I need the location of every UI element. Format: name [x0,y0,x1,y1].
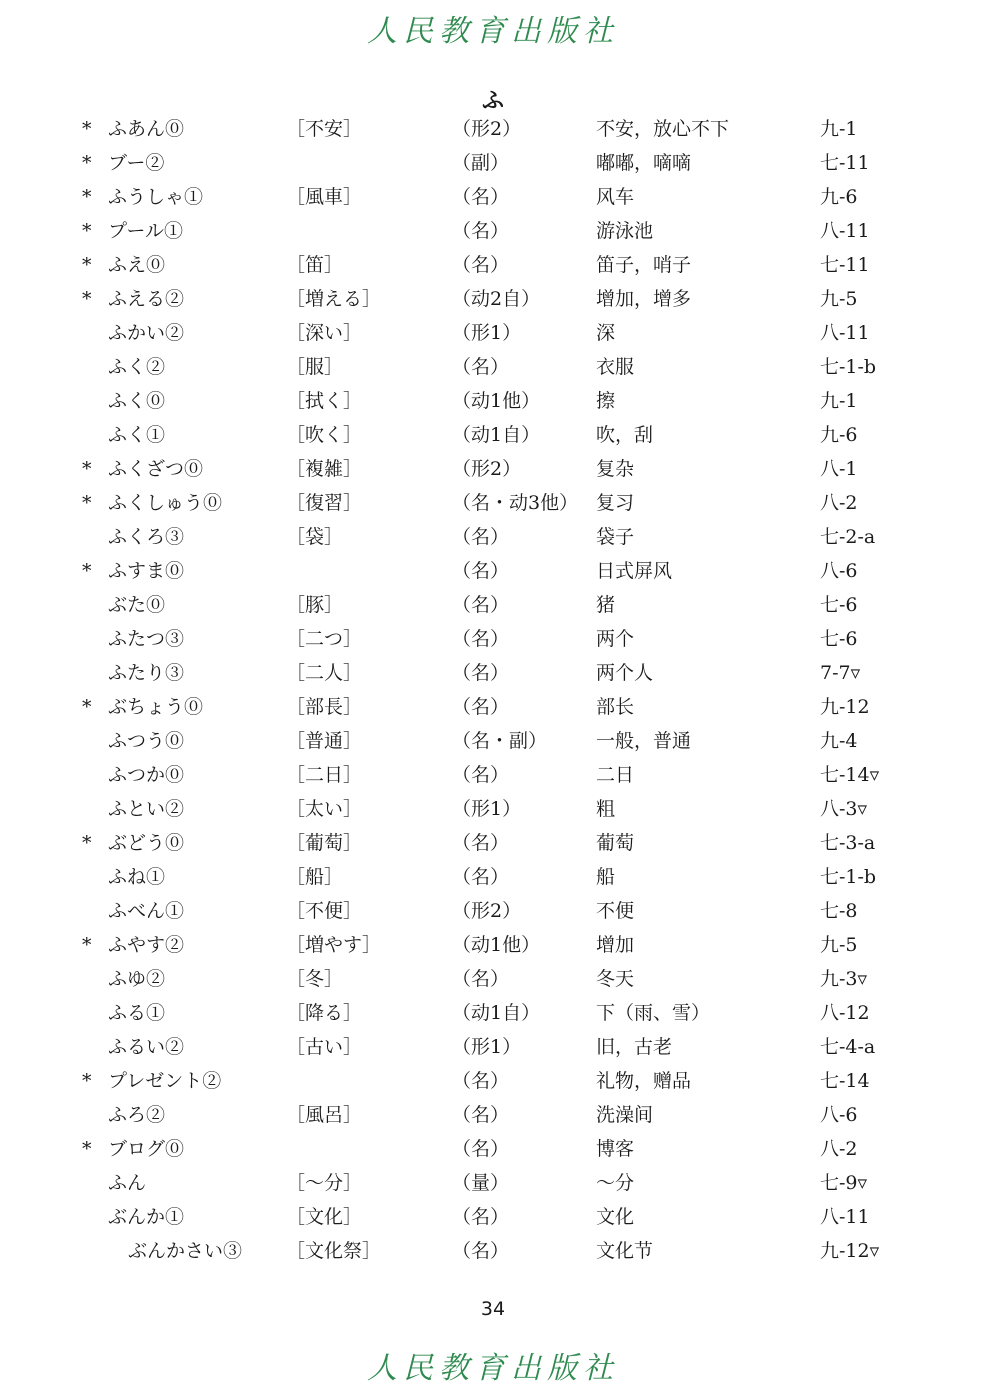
entry-part-of-speech: （形2） [452,900,522,922]
entry-kana: ふね① [108,866,166,888]
entry-kanji: ［船］ [286,866,344,888]
entry-kana: ぶどう⓪ [108,832,185,854]
entry-lesson: 七-6 [820,594,858,616]
entry-kana: ぶた⓪ [108,594,166,616]
entry-part-of-speech: （动1自） [452,424,541,446]
vocabulary-entry [0,452,986,486]
vocabulary-entry [0,214,986,248]
entry-kanji: ［不安］ [286,118,363,140]
entry-part-of-speech: （名・副） [452,730,548,752]
vocabulary-entry [0,1200,986,1234]
entry-part-of-speech: （名） [452,254,510,276]
entry-kanji: ［冬］ [286,968,344,990]
entry-lesson: 九-5 [820,288,858,310]
entry-part-of-speech: （形1） [452,322,522,344]
entry-lesson: 九-1 [820,118,858,140]
entry-kanji: ［～分］ [286,1172,363,1194]
entry-kana: ふつか⓪ [108,764,185,786]
entry-part-of-speech: （名） [452,1206,510,1228]
publisher-logo-bottom: 人民教育出版社 [367,1351,619,1386]
entry-lesson: 八-12 [820,1002,870,1024]
vocabulary-entry [0,146,986,180]
entry-part-of-speech: （动2自） [452,288,541,310]
vocabulary-entry [0,860,986,894]
entry-meaning: 笛子，哨子 [596,254,692,276]
entry-meaning: 衣服 [596,356,635,378]
entry-meaning: 日式屏风 [596,560,673,582]
entry-kana: ふえる② [108,288,185,310]
entry-mark: * [82,1070,92,1092]
entry-kana: ふやす② [108,934,185,956]
entry-lesson: 7-7▿ [820,662,861,684]
vocabulary-entry [0,996,986,1030]
vocabulary-entry [0,724,986,758]
entry-part-of-speech: （名） [452,1104,510,1126]
entry-mark: * [82,1138,92,1160]
entry-kana: ふえ⓪ [108,254,166,276]
entry-meaning: 船 [596,866,616,888]
entry-lesson: 七-6 [820,628,858,650]
entry-lesson: 九-4 [820,730,858,752]
entry-kanji: ［拭く］ [286,390,363,412]
entry-part-of-speech: （名・动3他） [452,492,579,514]
entry-mark: * [82,560,92,582]
entry-lesson: 八-3▿ [820,798,868,820]
entry-kanji: ［復習］ [286,492,363,514]
entry-lesson: 八-6 [820,1104,858,1126]
entry-kana: ふかい② [108,322,185,344]
vocabulary-entry [0,588,986,622]
entry-kanji: ［葡萄］ [286,832,363,854]
entry-lesson: 九-12 [820,696,870,718]
entry-mark: * [82,288,92,310]
entry-part-of-speech: （形1） [452,1036,522,1058]
entry-kanji: ［二日］ [286,764,363,786]
entry-part-of-speech: （名） [452,186,510,208]
entry-lesson: 九-3▿ [820,968,868,990]
entry-part-of-speech: （名） [452,594,510,616]
vocabulary-entry [0,112,986,146]
entry-part-of-speech: （形2） [452,118,522,140]
entry-kanji: ［文化祭］ [286,1240,382,1262]
entry-kanji: ［二つ］ [286,628,363,650]
entry-kana: ふくざつ⓪ [108,458,204,480]
entry-meaning: 洗澡间 [596,1104,654,1126]
entry-meaning: 游泳池 [596,220,654,242]
entry-kanji: ［二人］ [286,662,363,684]
entry-mark: * [82,934,92,956]
entry-lesson: 八-11 [820,1206,870,1228]
vocabulary-entry [0,928,986,962]
entry-meaning: 不便 [596,900,635,922]
entry-meaning: 一般，普通 [596,730,692,752]
entry-meaning: 两个 [596,628,635,650]
vocabulary-entry [0,894,986,928]
entry-mark: * [82,832,92,854]
vocabulary-entry [0,180,986,214]
entry-lesson: 八-11 [820,322,870,344]
vocabulary-entry [0,758,986,792]
entry-kanji: ［増える］ [286,288,382,310]
entry-mark: * [82,220,92,242]
entry-part-of-speech: （副） [452,152,510,174]
entry-part-of-speech: （名） [452,356,510,378]
vocabulary-entry [0,554,986,588]
entry-kana: ぶんか① [108,1206,185,1228]
entry-kana: ぶちょう⓪ [108,696,204,718]
vocabulary-entry [0,826,986,860]
entry-meaning: 下（雨、雪） [596,1002,711,1024]
entry-kana: ふべん① [108,900,185,922]
vocabulary-entry [0,1234,986,1268]
entry-lesson: 八-2 [820,492,858,514]
entry-kanji: ［風車］ [286,186,363,208]
entry-part-of-speech: （动1他） [452,390,541,412]
entry-kana: ふうしゃ① [108,186,204,208]
entry-mark: * [82,152,92,174]
entry-meaning: 吹，刮 [596,424,654,446]
entry-part-of-speech: （名） [452,1240,510,1262]
entry-kana: プレゼント② [108,1070,222,1092]
entry-kanji: ［増やす］ [286,934,382,956]
entry-kanji: ［豚］ [286,594,344,616]
entry-meaning: 不安，放心不下 [596,118,730,140]
entry-lesson: 九-12▿ [820,1240,880,1262]
entry-kanji: ［風呂］ [286,1104,363,1126]
entry-lesson: 八-11 [820,220,870,242]
entry-kana: ブログ⓪ [108,1138,185,1160]
entry-lesson: 八-2 [820,1138,858,1160]
entry-meaning: 复习 [596,492,635,514]
entry-lesson: 七-1-b [820,866,877,888]
vocabulary-entry [0,486,986,520]
entry-lesson: 七-8 [820,900,858,922]
entry-kanji: ［普通］ [286,730,363,752]
entry-meaning: 增加，增多 [596,288,692,310]
vocabulary-entry [0,1166,986,1200]
vocabulary-list [0,112,986,1268]
entry-kana: ふく② [108,356,166,378]
vocabulary-entry [0,1064,986,1098]
vocabulary-entry [0,656,986,690]
entry-part-of-speech: （形1） [452,798,522,820]
entry-kana: プール① [108,220,184,242]
entry-part-of-speech: （名） [452,526,510,548]
entry-kana: ふろ② [108,1104,166,1126]
entry-mark: * [82,492,92,514]
entry-meaning: 粗 [596,798,616,820]
entry-lesson: 七-2-a [820,526,876,548]
entry-part-of-speech: （名） [452,560,510,582]
entry-lesson: 九-6 [820,186,858,208]
entry-kana: ブー② [108,152,165,174]
entry-kanji: ［古い］ [286,1036,363,1058]
entry-kanji: ［不便］ [286,900,363,922]
entry-lesson: 七-3-a [820,832,876,854]
entry-meaning: 文化节 [596,1240,654,1262]
entry-kanji: ［袋］ [286,526,344,548]
entry-kana: ふとい② [108,798,185,820]
entry-meaning: 猪 [596,594,616,616]
entry-part-of-speech: （名） [452,696,510,718]
entry-part-of-speech: （名） [452,968,510,990]
entry-lesson: 七-1-b [820,356,877,378]
vocabulary-entry [0,792,986,826]
entry-lesson: 七-14 [820,1070,870,1092]
entry-kanji: ［笛］ [286,254,344,276]
vocabulary-entry [0,1132,986,1166]
entry-part-of-speech: （名） [452,662,510,684]
vocabulary-entry [0,962,986,996]
entry-lesson: 九-5 [820,934,858,956]
vocabulary-entry [0,316,986,350]
entry-meaning: 风车 [596,186,635,208]
entry-meaning: 二日 [596,764,635,786]
entry-kana: ふん [108,1172,147,1194]
entry-meaning: 两个人 [596,662,654,684]
vocabulary-entry [0,1098,986,1132]
entry-meaning: ～分 [596,1172,635,1194]
entry-meaning: 深 [596,322,616,344]
entry-meaning: 旧，古老 [596,1036,673,1058]
entry-meaning: 擦 [596,390,616,412]
entry-meaning: 礼物，赠品 [596,1070,692,1092]
entry-lesson: 七-4-a [820,1036,876,1058]
entry-lesson: 七-11 [820,254,870,276]
entry-kanji: ［降る］ [286,1002,363,1024]
entry-mark: * [82,458,92,480]
entry-meaning: 博客 [596,1138,635,1160]
entry-part-of-speech: （名） [452,220,510,242]
entry-meaning: 冬天 [596,968,635,990]
vocabulary-entry [0,622,986,656]
entry-kana: ふすま⓪ [108,560,185,582]
entry-kanji: ［部長］ [286,696,363,718]
entry-mark: * [82,186,92,208]
vocabulary-entry [0,282,986,316]
entry-kanji: ［吹く］ [286,424,363,446]
entry-mark: * [82,254,92,276]
entry-kanji: ［複雑］ [286,458,363,480]
entry-mark: * [82,696,92,718]
entry-kana: ぶんかさい③ [128,1240,243,1262]
entry-part-of-speech: （名） [452,866,510,888]
entry-part-of-speech: （形2） [452,458,522,480]
entry-kana: ふたつ③ [108,628,185,650]
vocabulary-entry [0,248,986,282]
entry-mark: * [82,118,92,140]
vocabulary-entry [0,690,986,724]
entry-part-of-speech: （名） [452,764,510,786]
vocabulary-entry [0,350,986,384]
entry-part-of-speech: （量） [452,1172,510,1194]
entry-kanji: ［文化］ [286,1206,363,1228]
entry-lesson: 九-6 [820,424,858,446]
entry-kana: ふるい② [108,1036,185,1058]
entry-meaning: 葡萄 [596,832,635,854]
entry-kana: ふる① [108,1002,166,1024]
entry-kana: ふくしゅう⓪ [108,492,223,514]
entry-part-of-speech: （动1自） [452,1002,541,1024]
entry-lesson: 七-9▿ [820,1172,868,1194]
entry-meaning: 文化 [596,1206,635,1228]
page-number: 34 [480,1298,506,1320]
entry-part-of-speech: （动1他） [452,934,541,956]
entry-meaning: 增加 [596,934,635,956]
entry-meaning: 部长 [596,696,635,718]
entry-kanji: ［服］ [286,356,344,378]
entry-kana: ふたり③ [108,662,185,684]
entry-kanji: ［深い］ [286,322,363,344]
entry-meaning: 嘟嘟，嘀嘀 [596,152,692,174]
entry-kana: ふあん⓪ [108,118,185,140]
vocabulary-entry [0,1030,986,1064]
entry-meaning: 复杂 [596,458,635,480]
entry-part-of-speech: （名） [452,832,510,854]
entry-lesson: 八-6 [820,560,858,582]
entry-lesson: 七-14▿ [820,764,880,786]
entry-kana: ふく① [108,424,166,446]
entry-kana: ふく⓪ [108,390,166,412]
publisher-logo-top: 人民教育出版社 [367,14,619,49]
entry-kana: ふくろ③ [108,526,185,548]
entry-part-of-speech: （名） [452,1070,510,1092]
entry-lesson: 八-1 [820,458,858,480]
entry-part-of-speech: （名） [452,1138,510,1160]
entry-kana: ふゆ② [108,968,166,990]
entry-part-of-speech: （名） [452,628,510,650]
vocabulary-entry [0,418,986,452]
entry-meaning: 袋子 [596,526,635,548]
entry-lesson: 七-11 [820,152,870,174]
entry-kanji: ［太い］ [286,798,363,820]
entry-kana: ふつう⓪ [108,730,185,752]
vocabulary-entry [0,384,986,418]
entry-lesson: 九-1 [820,390,858,412]
section-heading: ふ [481,88,504,114]
vocabulary-entry [0,520,986,554]
